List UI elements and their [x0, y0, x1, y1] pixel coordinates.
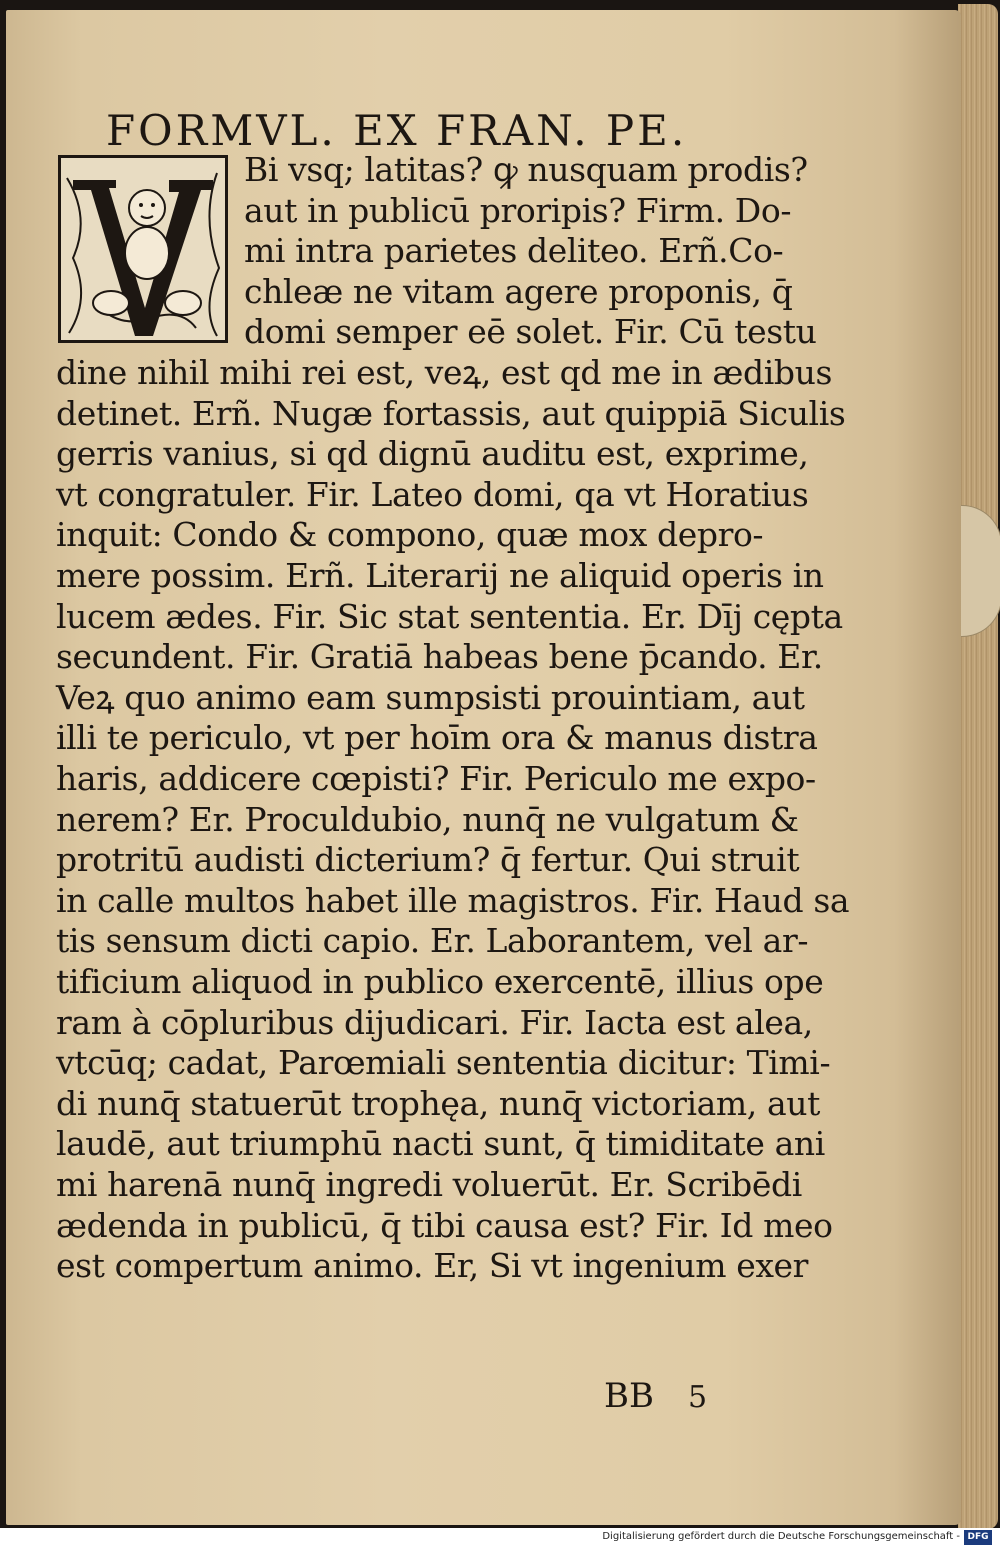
- text-line: dine nihil mihi rei est, veꝝ, est qd me in ædibus: [56, 353, 833, 392]
- text-line: ædenda in publicū, q̄ tibi causa est? Fir. Id meo: [56, 1205, 833, 1245]
- text-line: gerris vanius, si qd dignū auditu est, exprime,: [56, 434, 809, 474]
- text-line: nerem? Er. Proculdubio, nunq̄ ne vulgatum &: [56, 799, 799, 839]
- signature-letters: BB: [604, 1376, 654, 1416]
- text-line: in calle multos habet ille magistros. Fir. Haud sa: [56, 880, 850, 920]
- text-line: mi harenā nunq̄ ingredi voluerūt. Er. Scribēdi: [56, 1165, 802, 1204]
- text-line: detinet. Erñ. Nugæ fortassis, aut quippiā Siculis: [56, 393, 846, 433]
- text-line: chleæ ne vitam agere proponis, q̄: [244, 271, 793, 311]
- text-line: secundent. Fir. Gratiā habeas bene p̄cando. Er.: [56, 637, 823, 677]
- text-line: est compertum animo. Er, Si vt ingenium exer: [56, 1246, 809, 1286]
- text-line: tis sensum dicti capio. Er. Laborantem, vel ar-: [56, 921, 809, 961]
- running-head: FORMVL. EX FRAN. PE.: [106, 106, 688, 155]
- dfg-logo: DFG: [964, 1530, 992, 1545]
- text-line: vt congratuler. Fir. Lateo domi, qa vt Horatius: [56, 474, 809, 514]
- text-line: inquit: Condo & compono, quæ mox depro-: [56, 515, 764, 555]
- text-line: ram à cōpluribus dijudicari. Fir. Iacta est alea,: [56, 1002, 813, 1042]
- text-line: domi semper eē solet. Fir. Cū testu: [244, 312, 817, 352]
- footer-credit: Digitalisierung gefördert durch die Deutsche Forschungsgemeinschaft -: [602, 1531, 960, 1542]
- text-line: illi te periculo, vt per hoīm ora & manus distra: [56, 718, 818, 758]
- page-fore-edge: [958, 4, 998, 1529]
- text-line: di nunq̄ statuerūt trophęa, nunq̄ victoriam, aut: [56, 1083, 820, 1123]
- text-line: laudē, aut triumphū nacti sunt, q̄ timiditate ani: [56, 1124, 825, 1164]
- text-line: aut in publicū proripis? Firm. Do-: [244, 190, 792, 230]
- decorated-initial: [58, 155, 228, 343]
- page-number: 5: [687, 1380, 708, 1415]
- signature-mark: [604, 1376, 707, 1416]
- text-line: vtcūq; cadat, Parœmiali sententia dicitur: Timi-: [56, 1043, 831, 1083]
- text-line: tificium aliquod in publico exercentē, illius ope: [56, 962, 824, 1001]
- book-page: [6, 10, 961, 1525]
- text-line: protritū audisti dicterium? q̄ fertur. Qui struit: [56, 840, 800, 880]
- text-line: mere possim. Erñ. Literarij ne aliquid operis in: [56, 556, 824, 595]
- text-line: haris, addicere cœpisti? Fir. Periculo me expo-: [56, 759, 816, 798]
- text-line: lucem ædes. Fir. Sic stat sententia. Er. Dīj cęptа: [56, 596, 843, 636]
- text-line: mi intra parietes deliteo. Erñ.Co-: [244, 231, 784, 271]
- text-line: Bi vsq; latitas? ꝙ nusquam prodis?: [244, 150, 808, 189]
- text-line: Veꝝ quo animo eam sumpsisti prouintiam, aut: [56, 677, 805, 717]
